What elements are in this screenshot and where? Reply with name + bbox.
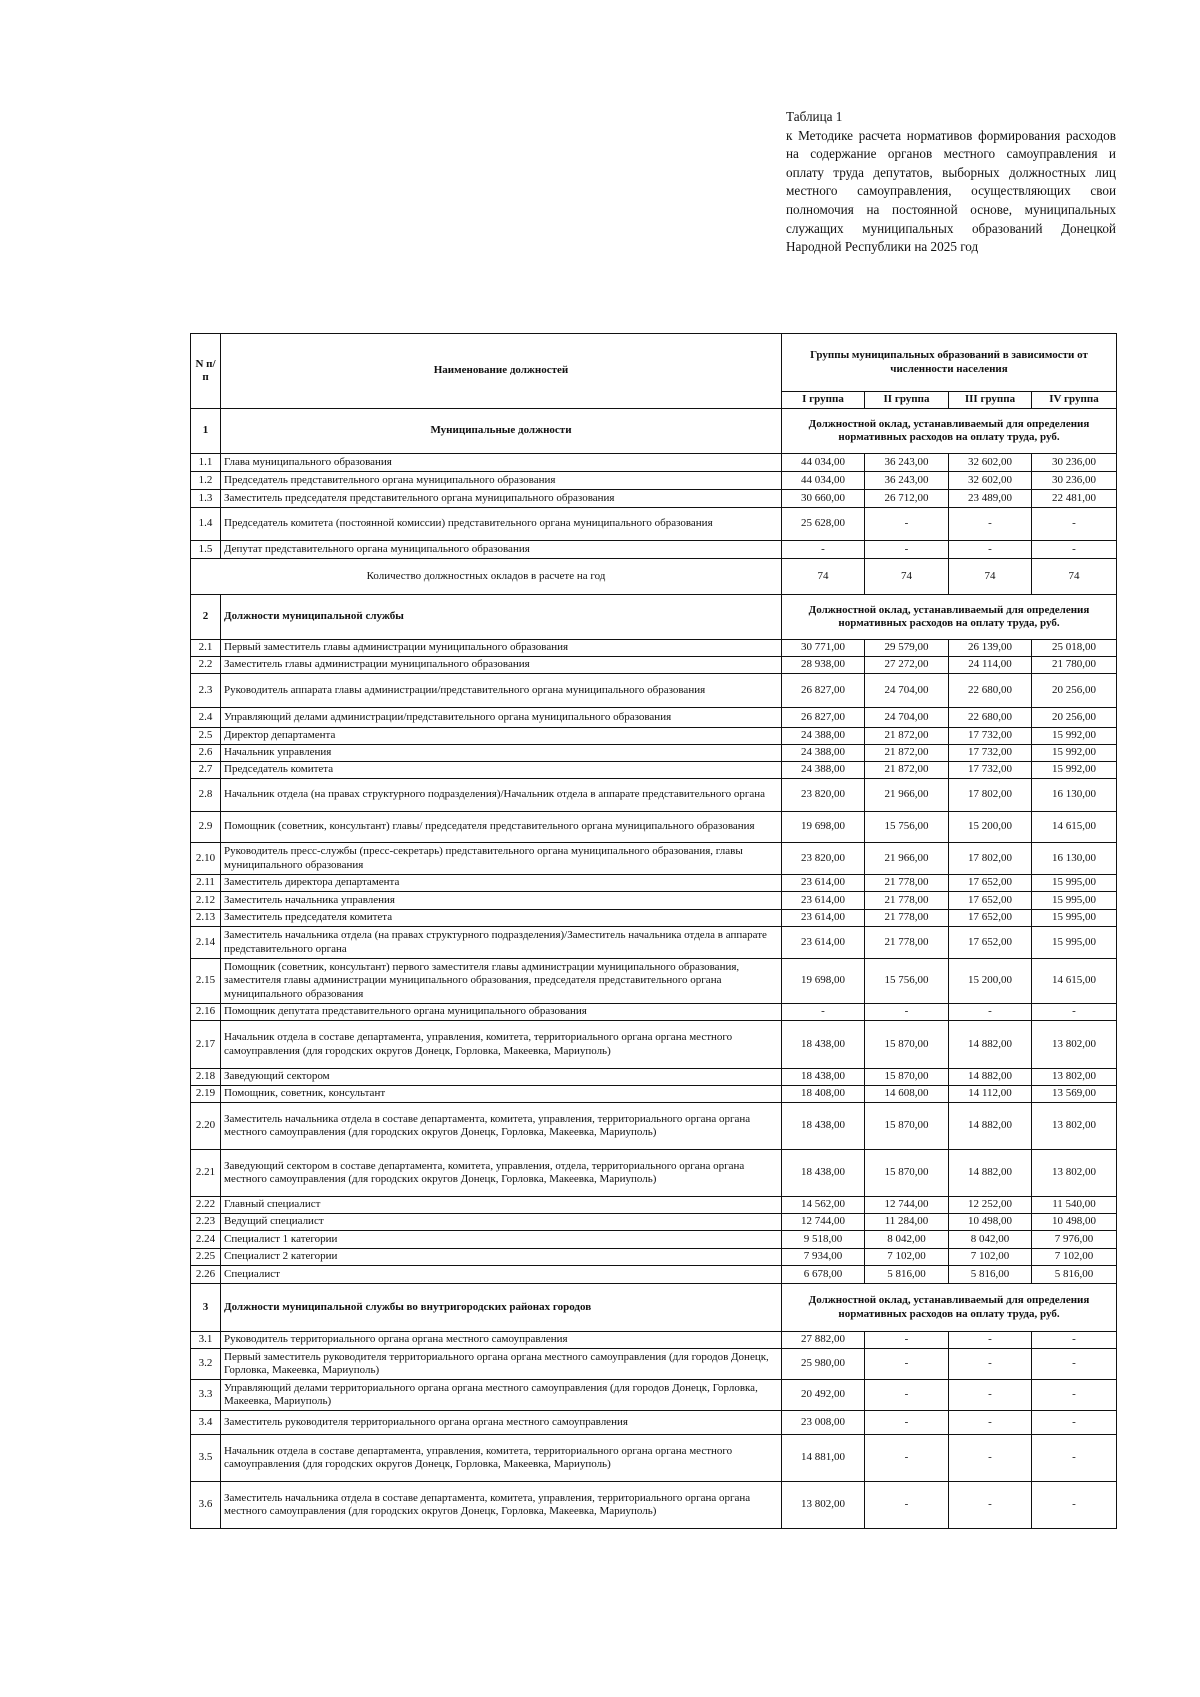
salary-group-3: 5 816,00 bbox=[949, 1266, 1032, 1284]
salary-group-4: - bbox=[1032, 1380, 1117, 1411]
salary-group-1: 20 492,00 bbox=[782, 1380, 865, 1411]
salary-group-4: 13 569,00 bbox=[1032, 1086, 1117, 1103]
header-group-2: II группа bbox=[865, 392, 949, 409]
salary-group-1: 23 820,00 bbox=[782, 843, 865, 875]
header-num: N п/п bbox=[191, 334, 221, 409]
salary-group-2: 21 778,00 bbox=[865, 927, 949, 959]
salary-group-4: 25 018,00 bbox=[1032, 640, 1117, 657]
salary-group-1: 12 744,00 bbox=[782, 1214, 865, 1231]
salary-group-4: 15 992,00 bbox=[1032, 728, 1117, 745]
salary-group-3: 15 200,00 bbox=[949, 812, 1032, 843]
salary-group-4: 13 802,00 bbox=[1032, 1103, 1117, 1150]
salary-group-1: 44 034,00 bbox=[782, 472, 865, 490]
row-number: 3.3 bbox=[191, 1380, 221, 1411]
position-name: Начальник управления bbox=[221, 745, 782, 762]
salary-group-3: 8 042,00 bbox=[949, 1231, 1032, 1249]
appendix-text: к Методике расчета нормативов формирования расходов на содержание органов местного самоуправления и оплату труда депутатов, выборных должностных лиц местного самоуправления, осуществляющих свои полномочия на постоянной основе, муниципальных служащих муниципальных образований Донецкой Народной Республики на 2025 год bbox=[786, 127, 1116, 255]
table-row bbox=[191, 1231, 1117, 1249]
salary-group-4: 16 130,00 bbox=[1032, 779, 1117, 812]
count-row bbox=[191, 559, 1117, 595]
salary-group-4: 13 802,00 bbox=[1032, 1021, 1117, 1069]
salary-group-4: 15 995,00 bbox=[1032, 927, 1117, 959]
salary-group-3: 22 680,00 bbox=[949, 674, 1032, 708]
salary-group-3: 7 102,00 bbox=[949, 1249, 1032, 1266]
salary-group-2: 21 966,00 bbox=[865, 843, 949, 875]
table-row bbox=[191, 959, 1117, 1004]
position-name: Заведующий сектором в составе департамента, комитета, управления, отдела, территориального органа органа местного самоуправления (для городских округов Донецк, Горловка, Макеевка, Мариуполь) bbox=[221, 1150, 782, 1197]
salary-group-2: - bbox=[865, 1349, 949, 1380]
table-row bbox=[191, 1332, 1117, 1349]
salary-group-4: 11 540,00 bbox=[1032, 1197, 1117, 1214]
position-name: Первый заместитель главы администрации муниципального образования bbox=[221, 640, 782, 657]
salary-group-4: 20 256,00 bbox=[1032, 674, 1117, 708]
salary-group-2: - bbox=[865, 541, 949, 559]
salary-group-3: 12 252,00 bbox=[949, 1197, 1032, 1214]
salary-group-2: 21 778,00 bbox=[865, 875, 949, 892]
salary-group-1: 25 628,00 bbox=[782, 508, 865, 541]
table-row bbox=[191, 1214, 1117, 1231]
table-row bbox=[191, 812, 1117, 843]
table-row bbox=[191, 472, 1117, 490]
salary-group-1: 27 882,00 bbox=[782, 1332, 865, 1349]
position-name: Помощник (советник, консультант) главы/ председателя представительного органа муниципального образования bbox=[221, 812, 782, 843]
salary-group-1: 23 614,00 bbox=[782, 927, 865, 959]
salary-group-3: - bbox=[949, 1332, 1032, 1349]
table-row bbox=[191, 1482, 1117, 1529]
table-row bbox=[191, 1380, 1117, 1411]
row-number: 2.14 bbox=[191, 927, 221, 959]
row-number: 1.5 bbox=[191, 541, 221, 559]
section-number: 3 bbox=[191, 1284, 221, 1332]
position-name: Помощник депутата представительного органа муниципального образования bbox=[221, 1004, 782, 1021]
salary-group-4: 15 995,00 bbox=[1032, 910, 1117, 927]
salary-group-3: 15 200,00 bbox=[949, 959, 1032, 1004]
row-number: 2.15 bbox=[191, 959, 221, 1004]
salary-group-2: - bbox=[865, 508, 949, 541]
salary-group-3: - bbox=[949, 1482, 1032, 1529]
salary-group-2: 36 243,00 bbox=[865, 472, 949, 490]
table-row bbox=[191, 541, 1117, 559]
section-title: Должности муниципальной службы bbox=[221, 595, 782, 640]
salary-group-4: 13 802,00 bbox=[1032, 1150, 1117, 1197]
row-number: 2.7 bbox=[191, 762, 221, 779]
salary-group-2: 24 704,00 bbox=[865, 708, 949, 728]
count-value-group-2: 74 bbox=[865, 559, 949, 595]
position-name: Руководитель территориального органа органа местного самоуправления bbox=[221, 1332, 782, 1349]
header-group-4: IV группа bbox=[1032, 392, 1117, 409]
salary-group-2: - bbox=[865, 1411, 949, 1435]
row-number: 2.3 bbox=[191, 674, 221, 708]
row-number: 2.9 bbox=[191, 812, 221, 843]
salary-group-2: 26 712,00 bbox=[865, 490, 949, 508]
salary-group-3: - bbox=[949, 1004, 1032, 1021]
salary-group-4: 14 615,00 bbox=[1032, 812, 1117, 843]
table-row bbox=[191, 1435, 1117, 1482]
salary-group-2: 15 870,00 bbox=[865, 1103, 949, 1150]
salary-group-1: 13 802,00 bbox=[782, 1482, 865, 1529]
salary-group-3: - bbox=[949, 508, 1032, 541]
position-name: Специалист 2 категории bbox=[221, 1249, 782, 1266]
table-row bbox=[191, 892, 1117, 910]
table-row bbox=[191, 454, 1117, 472]
table-row bbox=[191, 728, 1117, 745]
position-name: Начальник отдела в составе департамента, управления, комитета, территориального органа органа местного самоуправления (для городских округов Донецк, Горловка, Макеевка, Мариуполь) bbox=[221, 1435, 782, 1482]
table-row bbox=[191, 1103, 1117, 1150]
salary-group-1: 19 698,00 bbox=[782, 959, 865, 1004]
salary-group-4: - bbox=[1032, 508, 1117, 541]
salary-table-body bbox=[191, 334, 1117, 1529]
salary-group-1: 24 388,00 bbox=[782, 762, 865, 779]
table-row bbox=[191, 762, 1117, 779]
salary-group-2: 36 243,00 bbox=[865, 454, 949, 472]
salary-group-3: - bbox=[949, 1380, 1032, 1411]
salary-group-3: 17 652,00 bbox=[949, 875, 1032, 892]
table-row bbox=[191, 927, 1117, 959]
row-number: 2.20 bbox=[191, 1103, 221, 1150]
salary-group-4: 15 995,00 bbox=[1032, 875, 1117, 892]
section-number: 2 bbox=[191, 595, 221, 640]
section-note: Должностной оклад, устанавливаемый для определения нормативных расходов на оплату труда, руб. bbox=[782, 595, 1117, 640]
salary-group-3: - bbox=[949, 1411, 1032, 1435]
section-note: Должностной оклад, устанавливаемый для определения нормативных расходов на оплату труда, руб. bbox=[782, 1284, 1117, 1332]
position-name: Помощник (советник, консультант) первого заместителя главы администрации муниципального образования, заместителя главы администрации муниципального образования, председателя представительного органа муниципального образования bbox=[221, 959, 782, 1004]
salary-group-4: 7 976,00 bbox=[1032, 1231, 1117, 1249]
salary-group-2: 21 872,00 bbox=[865, 745, 949, 762]
row-number: 3.6 bbox=[191, 1482, 221, 1529]
salary-group-3: 23 489,00 bbox=[949, 490, 1032, 508]
row-number: 1.4 bbox=[191, 508, 221, 541]
table-row bbox=[191, 708, 1117, 728]
salary-group-1: 26 827,00 bbox=[782, 708, 865, 728]
position-name: Председатель комитета (постоянной комиссии) представительного органа муниципального образования bbox=[221, 508, 782, 541]
table-row bbox=[191, 1021, 1117, 1069]
position-name: Ведущий специалист bbox=[221, 1214, 782, 1231]
salary-group-4: 5 816,00 bbox=[1032, 1266, 1117, 1284]
header-groups-title: Группы муниципальных образований в зависимости от численности населения bbox=[782, 334, 1117, 392]
salary-group-3: 14 882,00 bbox=[949, 1069, 1032, 1086]
salary-group-1: 6 678,00 bbox=[782, 1266, 865, 1284]
row-number: 2.18 bbox=[191, 1069, 221, 1086]
salary-group-2: 21 872,00 bbox=[865, 762, 949, 779]
salary-group-4: 22 481,00 bbox=[1032, 490, 1117, 508]
salary-group-3: 17 652,00 bbox=[949, 927, 1032, 959]
salary-group-2: 27 272,00 bbox=[865, 657, 949, 674]
position-name: Председатель комитета bbox=[221, 762, 782, 779]
table-row bbox=[191, 508, 1117, 541]
salary-group-2: 5 816,00 bbox=[865, 1266, 949, 1284]
salary-group-2: - bbox=[865, 1482, 949, 1529]
table-row bbox=[191, 910, 1117, 927]
position-name: Председатель представительного органа муниципального образования bbox=[221, 472, 782, 490]
table-row bbox=[191, 1266, 1117, 1284]
table-row bbox=[191, 674, 1117, 708]
row-number: 3.5 bbox=[191, 1435, 221, 1482]
count-value-group-3: 74 bbox=[949, 559, 1032, 595]
salary-group-2: 21 778,00 bbox=[865, 910, 949, 927]
salary-group-1: 18 438,00 bbox=[782, 1069, 865, 1086]
salary-group-1: 44 034,00 bbox=[782, 454, 865, 472]
row-number: 2.25 bbox=[191, 1249, 221, 1266]
salary-group-4: 10 498,00 bbox=[1032, 1214, 1117, 1231]
table-row bbox=[191, 490, 1117, 508]
position-name: Заместитель начальника управления bbox=[221, 892, 782, 910]
table-row bbox=[191, 1086, 1117, 1103]
table-row bbox=[191, 1249, 1117, 1266]
position-name: Заместитель начальника отдела (на правах структурного подразделения)/Заместитель начальника отдела в аппарате представительного органа bbox=[221, 927, 782, 959]
salary-group-4: 15 992,00 bbox=[1032, 745, 1117, 762]
salary-group-3: 26 139,00 bbox=[949, 640, 1032, 657]
salary-group-3: 17 652,00 bbox=[949, 892, 1032, 910]
salary-group-2: 12 744,00 bbox=[865, 1197, 949, 1214]
salary-group-3: 17 732,00 bbox=[949, 745, 1032, 762]
row-number: 3.2 bbox=[191, 1349, 221, 1380]
salary-group-1: 14 881,00 bbox=[782, 1435, 865, 1482]
salary-group-2: - bbox=[865, 1004, 949, 1021]
row-number: 3.1 bbox=[191, 1332, 221, 1349]
salary-group-1: 9 518,00 bbox=[782, 1231, 865, 1249]
row-number: 2.16 bbox=[191, 1004, 221, 1021]
salary-group-4: 16 130,00 bbox=[1032, 843, 1117, 875]
table-row bbox=[191, 1411, 1117, 1435]
salary-group-2: 29 579,00 bbox=[865, 640, 949, 657]
section-title: Муниципальные должности bbox=[221, 409, 782, 454]
table-row bbox=[191, 875, 1117, 892]
position-name: Специалист 1 категории bbox=[221, 1231, 782, 1249]
position-name: Руководитель аппарата главы администрации/представительного органа муниципального образования bbox=[221, 674, 782, 708]
salary-group-1: 7 934,00 bbox=[782, 1249, 865, 1266]
count-label: Количество должностных окладов в расчете на год bbox=[191, 559, 782, 595]
salary-group-1: - bbox=[782, 1004, 865, 1021]
salary-group-4: - bbox=[1032, 1411, 1117, 1435]
position-name: Заместитель руководителя территориального органа органа местного самоуправления bbox=[221, 1411, 782, 1435]
salary-group-3: 17 732,00 bbox=[949, 762, 1032, 779]
section-row bbox=[191, 595, 1117, 640]
salary-group-4: 15 995,00 bbox=[1032, 892, 1117, 910]
table-row bbox=[191, 657, 1117, 674]
salary-group-4: 14 615,00 bbox=[1032, 959, 1117, 1004]
salary-group-1: 30 771,00 bbox=[782, 640, 865, 657]
header-group-3: III группа bbox=[949, 392, 1032, 409]
salary-group-2: 15 870,00 bbox=[865, 1150, 949, 1197]
header-row bbox=[191, 334, 1117, 392]
salary-group-3: 17 802,00 bbox=[949, 779, 1032, 812]
salary-group-3: 10 498,00 bbox=[949, 1214, 1032, 1231]
salary-group-3: - bbox=[949, 1349, 1032, 1380]
salary-group-2: 15 756,00 bbox=[865, 812, 949, 843]
position-name: Заместитель начальника отдела в составе департамента, комитета, управления, территориального органа органа местного самоуправления (для городских округов Донецк, Горловка, Макеевка, Мариуполь) bbox=[221, 1103, 782, 1150]
row-number: 2.2 bbox=[191, 657, 221, 674]
salary-group-2: 15 756,00 bbox=[865, 959, 949, 1004]
position-name: Помощник, советник, консультант bbox=[221, 1086, 782, 1103]
row-number: 1.3 bbox=[191, 490, 221, 508]
salary-group-2: 14 608,00 bbox=[865, 1086, 949, 1103]
salary-group-3: 14 112,00 bbox=[949, 1086, 1032, 1103]
salary-group-1: 23 820,00 bbox=[782, 779, 865, 812]
salary-group-3: 17 652,00 bbox=[949, 910, 1032, 927]
salary-group-4: - bbox=[1032, 1004, 1117, 1021]
salary-group-1: 18 438,00 bbox=[782, 1103, 865, 1150]
salary-group-3: - bbox=[949, 1435, 1032, 1482]
table-row bbox=[191, 745, 1117, 762]
row-number: 2.10 bbox=[191, 843, 221, 875]
salary-group-3: 14 882,00 bbox=[949, 1021, 1032, 1069]
salary-group-3: 17 732,00 bbox=[949, 728, 1032, 745]
salary-group-1: 26 827,00 bbox=[782, 674, 865, 708]
position-name: Специалист bbox=[221, 1266, 782, 1284]
salary-group-1: 18 408,00 bbox=[782, 1086, 865, 1103]
row-number: 2.22 bbox=[191, 1197, 221, 1214]
salary-group-4: 30 236,00 bbox=[1032, 454, 1117, 472]
salary-group-2: 15 870,00 bbox=[865, 1069, 949, 1086]
salary-group-3: - bbox=[949, 541, 1032, 559]
salary-group-1: 18 438,00 bbox=[782, 1150, 865, 1197]
position-name: Заместитель главы администрации муниципального образования bbox=[221, 657, 782, 674]
salary-group-1: 28 938,00 bbox=[782, 657, 865, 674]
salary-group-3: 17 802,00 bbox=[949, 843, 1032, 875]
position-name: Глава муниципального образования bbox=[221, 454, 782, 472]
salary-group-2: 7 102,00 bbox=[865, 1249, 949, 1266]
row-number: 2.8 bbox=[191, 779, 221, 812]
table-row bbox=[191, 843, 1117, 875]
salary-group-1: 19 698,00 bbox=[782, 812, 865, 843]
salary-group-3: 14 882,00 bbox=[949, 1103, 1032, 1150]
salary-group-1: 25 980,00 bbox=[782, 1349, 865, 1380]
position-name: Начальник отдела в составе департамента, управления, комитета, территориального органа органа местного самоуправления (для городских округов Донецк, Горловка, Макеевка, Мариуполь) bbox=[221, 1021, 782, 1069]
salary-group-4: - bbox=[1032, 1349, 1117, 1380]
table-row bbox=[191, 1197, 1117, 1214]
row-number: 2.5 bbox=[191, 728, 221, 745]
position-name: Заместитель председателя комитета bbox=[221, 910, 782, 927]
position-name: Директор департамента bbox=[221, 728, 782, 745]
position-name: Руководитель пресс-службы (пресс-секретарь) представительного органа муниципального образования, главы муниципального образования bbox=[221, 843, 782, 875]
position-name: Заместитель директора департамента bbox=[221, 875, 782, 892]
table-row bbox=[191, 1349, 1117, 1380]
salary-group-4: - bbox=[1032, 1482, 1117, 1529]
salary-group-4: 7 102,00 bbox=[1032, 1249, 1117, 1266]
row-number: 2.24 bbox=[191, 1231, 221, 1249]
row-number: 1.1 bbox=[191, 454, 221, 472]
salary-group-1: 24 388,00 bbox=[782, 745, 865, 762]
salary-group-1: 23 614,00 bbox=[782, 910, 865, 927]
count-value-group-1: 74 bbox=[782, 559, 865, 595]
row-number: 2.12 bbox=[191, 892, 221, 910]
position-name: Управляющий делами администрации/представительного органа муниципального образования bbox=[221, 708, 782, 728]
salary-group-3: 14 882,00 bbox=[949, 1150, 1032, 1197]
position-name: Начальник отдела (на правах структурного подразделения)/Начальник отдела в аппарате представительного органа bbox=[221, 779, 782, 812]
table-row bbox=[191, 779, 1117, 812]
table-row bbox=[191, 640, 1117, 657]
section-row bbox=[191, 409, 1117, 454]
salary-group-4: 20 256,00 bbox=[1032, 708, 1117, 728]
salary-group-4: - bbox=[1032, 1332, 1117, 1349]
salary-group-3: 24 114,00 bbox=[949, 657, 1032, 674]
salary-group-1: 18 438,00 bbox=[782, 1021, 865, 1069]
appendix-title: Таблица 1 bbox=[786, 109, 843, 124]
row-number: 2.21 bbox=[191, 1150, 221, 1197]
row-number: 2.17 bbox=[191, 1021, 221, 1069]
salary-group-1: 24 388,00 bbox=[782, 728, 865, 745]
salary-group-3: 32 602,00 bbox=[949, 472, 1032, 490]
salary-group-2: - bbox=[865, 1380, 949, 1411]
salary-group-4: 30 236,00 bbox=[1032, 472, 1117, 490]
salary-group-1: 23 614,00 bbox=[782, 892, 865, 910]
row-number: 2.1 bbox=[191, 640, 221, 657]
position-name: Главный специалист bbox=[221, 1197, 782, 1214]
row-number: 2.23 bbox=[191, 1214, 221, 1231]
salary-group-2: 21 778,00 bbox=[865, 892, 949, 910]
salary-group-1: 14 562,00 bbox=[782, 1197, 865, 1214]
position-name: Управляющий делами территориального органа органа местного самоуправления (для городов Донецк, Горловка, Макеевка, Мариуполь) bbox=[221, 1380, 782, 1411]
section-row bbox=[191, 1284, 1117, 1332]
salary-group-4: 15 992,00 bbox=[1032, 762, 1117, 779]
appendix-note bbox=[786, 108, 1116, 257]
salary-group-2: - bbox=[865, 1332, 949, 1349]
count-value-group-4: 74 bbox=[1032, 559, 1117, 595]
section-title: Должности муниципальной службы во внутригородских районах городов bbox=[221, 1284, 782, 1332]
salary-group-2: 11 284,00 bbox=[865, 1214, 949, 1231]
row-number: 2.6 bbox=[191, 745, 221, 762]
salary-group-1: 23 008,00 bbox=[782, 1411, 865, 1435]
header-name: Наименование должностей bbox=[221, 334, 782, 409]
salary-group-4: 13 802,00 bbox=[1032, 1069, 1117, 1086]
row-number: 2.4 bbox=[191, 708, 221, 728]
header-group-1: I группа bbox=[782, 392, 865, 409]
salary-table bbox=[190, 333, 1117, 1529]
row-number: 2.11 bbox=[191, 875, 221, 892]
section-note: Должностной оклад, устанавливаемый для определения нормативных расходов на оплату труда, руб. bbox=[782, 409, 1117, 454]
salary-group-4: 21 780,00 bbox=[1032, 657, 1117, 674]
salary-group-2: - bbox=[865, 1435, 949, 1482]
position-name: Первый заместитель руководителя территориального органа органа местного самоуправления (для городов Донецк, Горловка, Макеевка, Мариуполь) bbox=[221, 1349, 782, 1380]
table-row bbox=[191, 1150, 1117, 1197]
row-number: 3.4 bbox=[191, 1411, 221, 1435]
salary-group-2: 21 966,00 bbox=[865, 779, 949, 812]
row-number: 2.19 bbox=[191, 1086, 221, 1103]
row-number: 1.2 bbox=[191, 472, 221, 490]
salary-group-3: 32 602,00 bbox=[949, 454, 1032, 472]
salary-group-1: 23 614,00 bbox=[782, 875, 865, 892]
salary-group-4: - bbox=[1032, 541, 1117, 559]
salary-group-4: - bbox=[1032, 1435, 1117, 1482]
position-name: Заместитель начальника отдела в составе департамента, комитета, управления, территориального органа органа местного самоуправления (для городских округов Донецк, Горловка, Макеевка, Мариуполь) bbox=[221, 1482, 782, 1529]
table-row bbox=[191, 1004, 1117, 1021]
row-number: 2.26 bbox=[191, 1266, 221, 1284]
salary-group-2: 15 870,00 bbox=[865, 1021, 949, 1069]
salary-group-1: - bbox=[782, 541, 865, 559]
row-number: 2.13 bbox=[191, 910, 221, 927]
salary-group-2: 8 042,00 bbox=[865, 1231, 949, 1249]
position-name: Депутат представительного органа муниципального образования bbox=[221, 541, 782, 559]
salary-group-3: 22 680,00 bbox=[949, 708, 1032, 728]
table-row bbox=[191, 1069, 1117, 1086]
salary-group-2: 24 704,00 bbox=[865, 674, 949, 708]
salary-group-2: 21 872,00 bbox=[865, 728, 949, 745]
section-number: 1 bbox=[191, 409, 221, 454]
position-name: Заведующий сектором bbox=[221, 1069, 782, 1086]
salary-group-1: 30 660,00 bbox=[782, 490, 865, 508]
position-name: Заместитель председателя представительного органа муниципального образования bbox=[221, 490, 782, 508]
